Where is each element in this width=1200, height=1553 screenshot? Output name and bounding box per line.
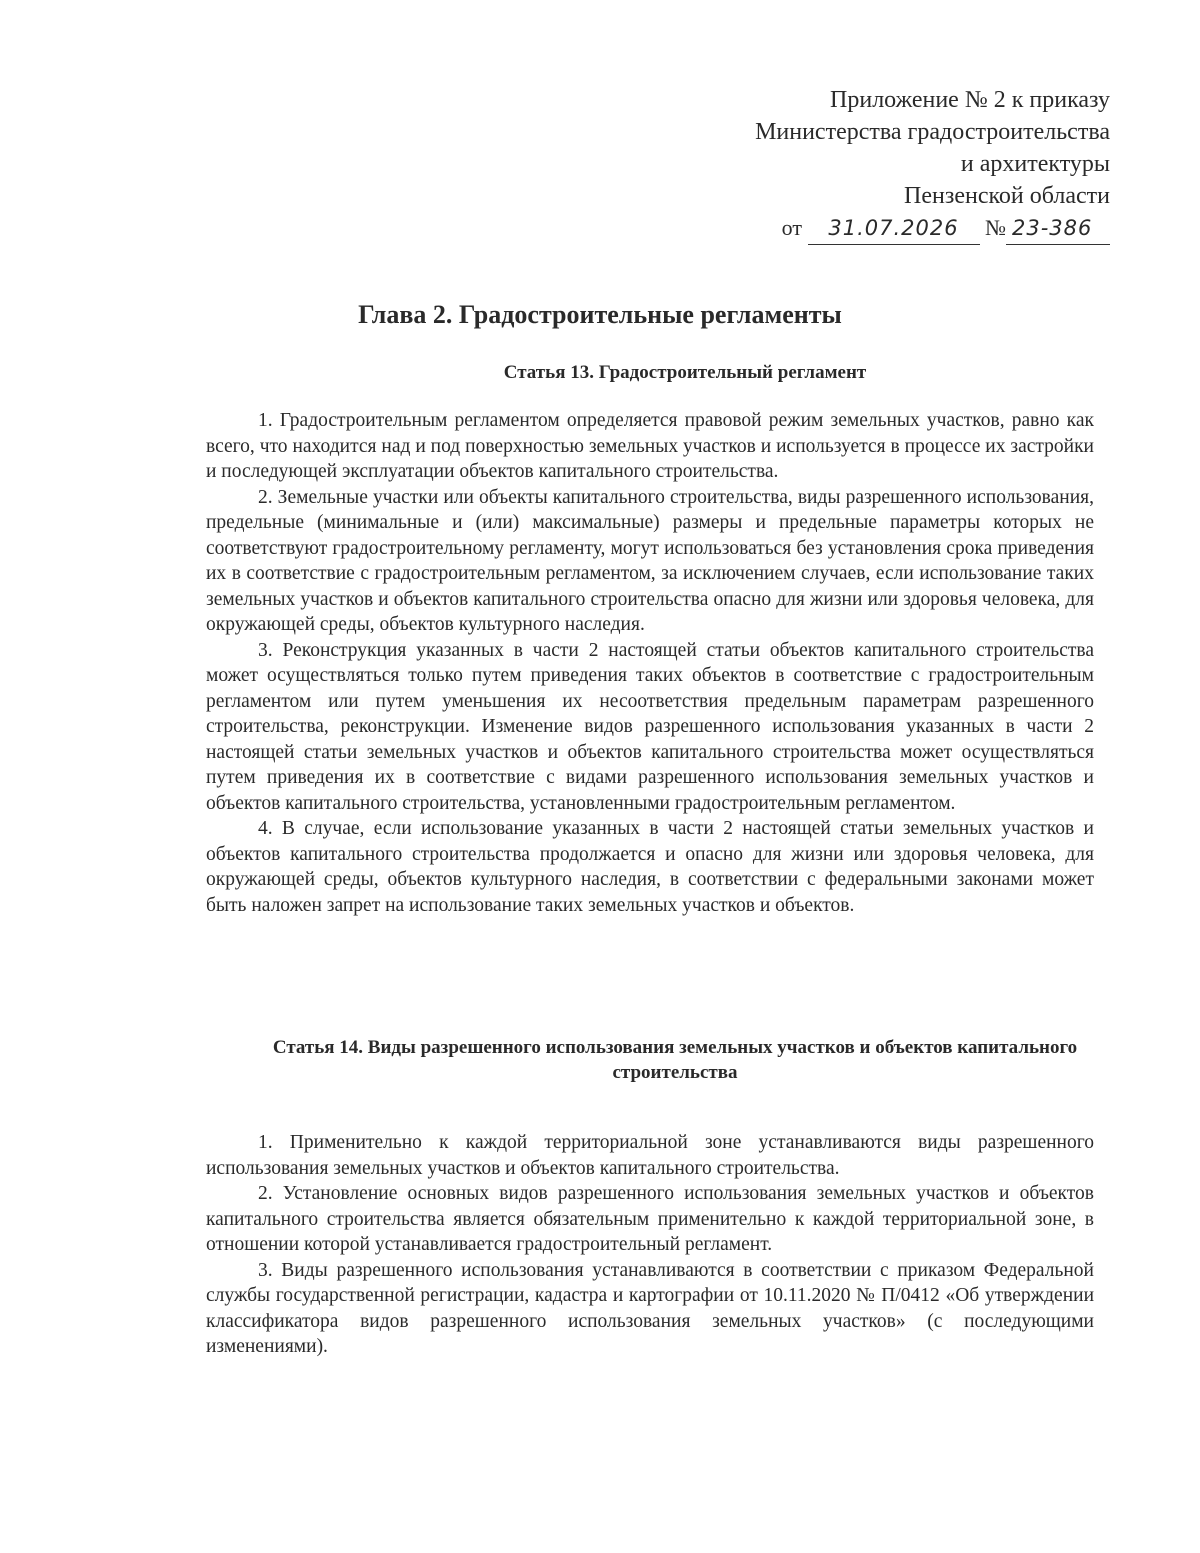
article-14-title: Статья 14. Виды разрешенного использования земельных участков и объектов капитального строительства	[272, 1037, 1078, 1083]
article-13-paragraph-2: 2. Земельные участки или объекты капитального строительства, виды разрешенного использования, предельные (минимальные и (или) максимальные) размеры и предельные параметры которых не соответствуют градостроительному регламенту, могут использоваться без установления срока приведения их в соответствие с градостроительным регламентом, за исключением случаев, если использование таких земельных участков и объектов капитального строительства опасно для жизни или здоровья человека, для окружающей среды, объектов культурного наследия.	[206, 486, 1094, 635]
article-13-paragraph-1: 1. Градостроительным регламентом определяется правовой режим земельных участков, равно как всего, что находится над и под поверхностью земельных участков и используется в процессе их застройки и последующей эксплуатации объектов капитального строительства.	[206, 410, 1094, 482]
chapter-title: Глава 2. Градостроительные регламенты	[358, 300, 842, 329]
article-14-body	[206, 1130, 1094, 1360]
article-13-paragraph-4: 4. В случае, если использование указанных в части 2 настоящей статьи земельных участков и объектов капитального строительства продолжается и опасно для жизни или здоровья человека, для окружающей среды, объектов культурного наследия, в соответствии с федеральными законами может быть наложен запрет на использование таких земельных участков и объектов.	[206, 818, 1094, 916]
article-14-paragraph-3: 3. Виды разрешенного использования устанавливаются в соответствии с приказом Федеральной службы государственной регистрации, кадастра и картографии от 10.11.2020 № П/0412 «Об утверждении классификатора видов разрешенного использования земельных участков» (с последующими изменениями).	[206, 1259, 1094, 1357]
order-date-number	[690, 212, 1110, 245]
article-14-paragraph-2: 2. Установление основных видов разрешенного использования земельных участков и объектов капитального строительства является обязательным применительно к каждой территориальной зоне, в отношении которой устанавливается градостроительный регламент.	[206, 1183, 1094, 1255]
number-prefix: №	[985, 215, 1006, 240]
approval-line-1: Приложение № 2 к приказу	[830, 87, 1110, 113]
article-13-body	[206, 408, 1094, 918]
handwritten-number: 23-386	[1006, 212, 1110, 245]
approval-block	[690, 84, 1110, 245]
article-14-paragraph-1: 1. Применительно к каждой территориальной зоне устанавливаются виды разрешенного использования земельных участков и объектов капитального строительства.	[206, 1132, 1094, 1179]
approval-line-3: и архитектуры	[960, 151, 1110, 177]
handwritten-date: 31.07.2026	[808, 212, 980, 245]
date-prefix: от	[781, 215, 802, 240]
article-13-title: Статья 13. Градостроительный регламент	[503, 362, 867, 383]
approval-line-4: Пензенской области	[904, 183, 1110, 209]
approval-line-2: Министерства градостроительства	[755, 119, 1110, 145]
article-13-paragraph-3: 3. Реконструкция указанных в части 2 настоящей статьи объектов капитального строительства может осуществляться только путем приведения таких объектов в соответствие с градостроительным регламентом или путем уменьшения их несоответствия предельным параметрам разрешенного строительства, реконструкции. Изменение видов разрешенного использования указанных в части 2 настоящей статьи земельных участков и объектов капитального строительства может осуществляться путем приведения их в соответствие с видами разрешенного использования земельных участков и объектов капитального строительства, установленными градостроительным регламентом.	[206, 639, 1094, 814]
